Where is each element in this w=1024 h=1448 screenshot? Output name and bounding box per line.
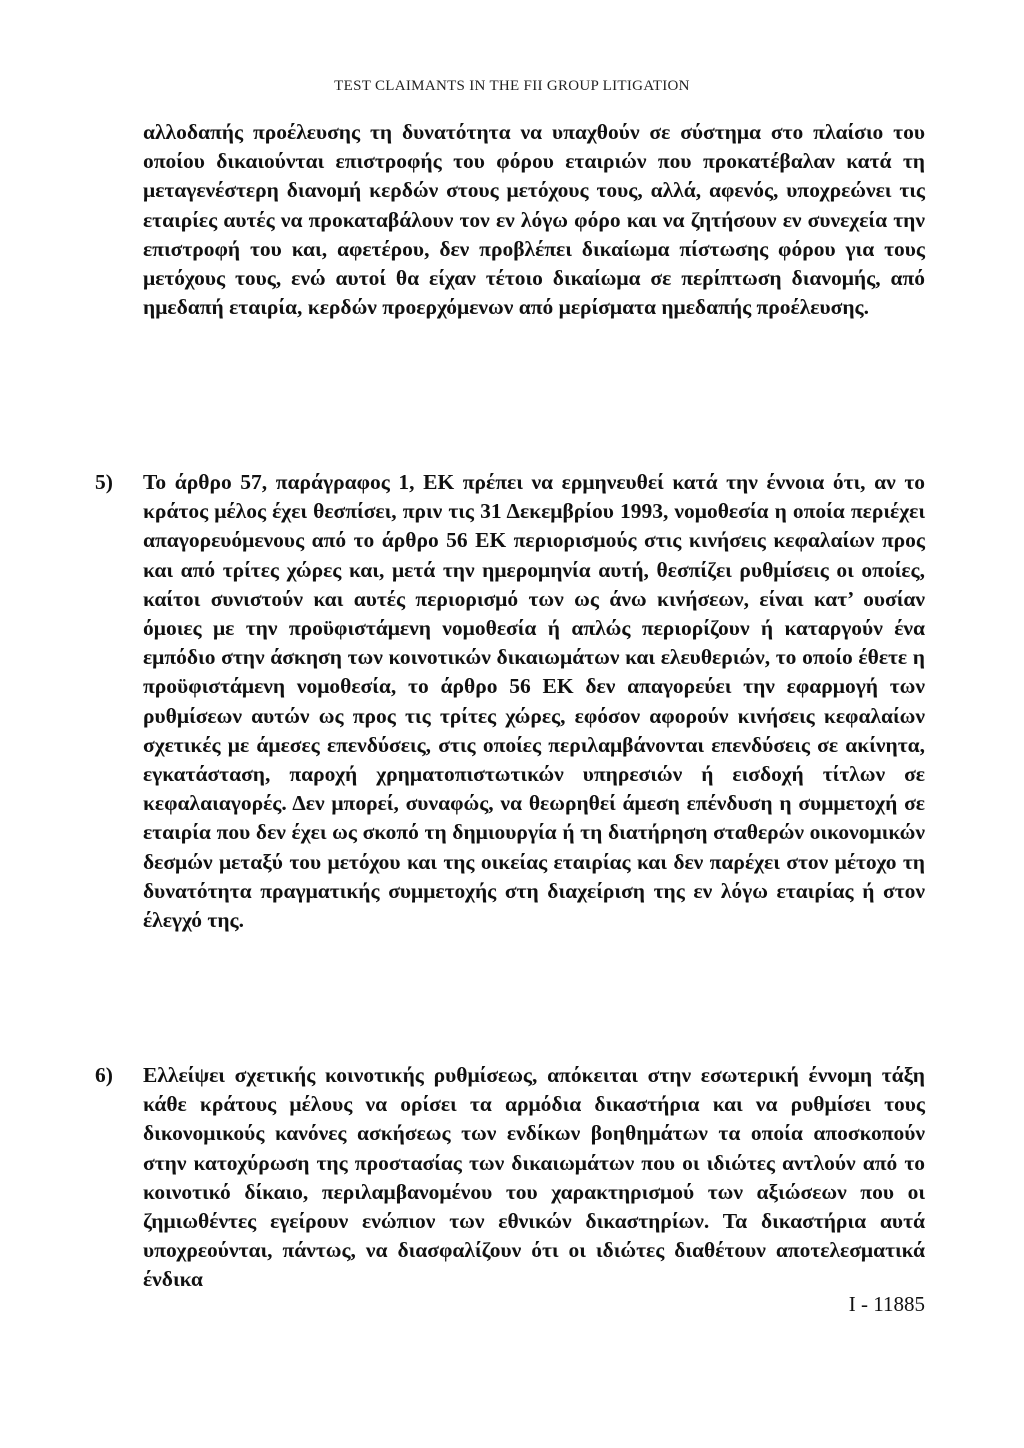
paragraph-intro-text: αλλοδαπής προέλευσης τη δυνατότητα να υπαχθούν σε σύστημα στο πλαίσιο του οποίου δικαιούνται επιστροφής του φόρου εταιριών που προκατέβαλαν κατά τη μεταγενέστερη διανομή κερδών στους μετόχους τους, αλλά, αφενός, υποχρεώνει τις εταιρίες αυτές να προκαταβάλουν τον εν λόγω φόρο και να ζητήσουν εν συνεχεία την επιστροφή του και, αφετέρου, δεν προβλέπει δικαίωμα πίστωσης φόρου για τους μετόχους τους, ενώ αυτοί θα είχαν τέτοιο δικαίωμα σε περίπτωση διανομής, από ημεδαπή εταιρία, κερδών προερχόμενων από μερίσματα ημεδαπής προέλευσης.	[143, 120, 925, 320]
running-header: TEST CLAIMANTS IN THE FII GROUP LITIGATION	[334, 78, 690, 94]
page-number: I - 11885	[848, 1292, 925, 1316]
paragraph-intro	[143, 118, 925, 322]
paragraph-5-text: Το άρθρο 57, παράγραφος 1, ΕΚ πρέπει να ερμηνευθεί κατά την έννοια ότι, αν το κράτος μέλος έχει θεσπίσει, πριν τις 31 Δεκεμβρίου 1993, νομοθεσία η οποία περιέχει απαγορευόμενους από το άρθρο 56 ΕΚ περιορισμούς στις κινήσεις κεφαλαίων προς και από τρίτες χώρες και, μετά την ημερομηνία αυτή, θεσπίζει ρυθμίσεις οι οποίες, καίτοι συνιστούν και αυτές περιορισμό των ως άνω κινήσεων, είναι κατ’ ουσίαν όμοιες με την προϋφιστάμενη νομοθεσία ή απλώς περιορίζουν ή καταργούν ένα εμπόδιο στην άσκηση των κοινοτικών δικαιωμάτων και ελευθεριών, το οποίο έθετε η προϋφιστάμενη νομοθεσία, το άρθρο 56 ΕΚ δεν απαγορεύει την εφαρμογή των ρυθμίσεων αυτών ως προς τις τρίτες χώρες, εφόσον αφορούν κινήσεις κεφαλαίων σχετικές με άμεσες επενδύσεις, στις οποίες περιλαμβάνονται επενδύσεις σε ακίνητα, εγκατάσταση, παροχή χρηματοπιστωτικών υπηρεσιών ή εισδοχή τίτλων σε κεφαλαιαγορές. Δεν μπορεί, συναφώς, να θεωρηθεί άμεση επένδυση η συμμετοχή σε εταιρία που δεν έχει ως σκοπό τη δημιουργία ή τη διατήρηση σταθερών οικονομικών δεσμών μεταξύ του μετόχου και της οικείας εταιρίας και δεν παρέχει στον μέτοχο τη δυνατότητα πραγματικής συμμετοχής στη διαχείριση της εν λόγω εταιρίας ή στον έλεγχό της.	[143, 470, 925, 933]
paragraph-5-number: 5)	[95, 470, 113, 494]
paragraph-6-text: Ελλείψει σχετικής κοινοτικής ρυθμίσεως, απόκειται στην εσωτερική έννομη τάξη κάθε κράτους μέλους να ορίσει τα αρμόδια δικαστήρια και να ρυθμίσει τους δικονομικούς κανόνες ασκήσεως των ενδίκων βοηθημάτων τα οποία αποσκοπούν στην κατοχύρωση της προστασίας των δικαιωμάτων που οι ιδιώτες αντλούν από το κοινοτικό δίκαιο, περιλαμβανομένου του χαρακτηρισμού των αξιώσεων που οι ζημιωθέντες εγείρουν ενώπιον των εθνικών δικαστηρίων. Τα δικαστήρια αυτά υποχρεούνται, πάντως, να διασφαλίζουν ότι οι ιδιώτες διαθέτουν αποτελεσματικά ένδικα	[143, 1063, 925, 1292]
paragraph-5	[95, 468, 925, 935]
paragraph-6-number: 6)	[95, 1063, 113, 1087]
paragraph-6	[95, 1061, 925, 1295]
